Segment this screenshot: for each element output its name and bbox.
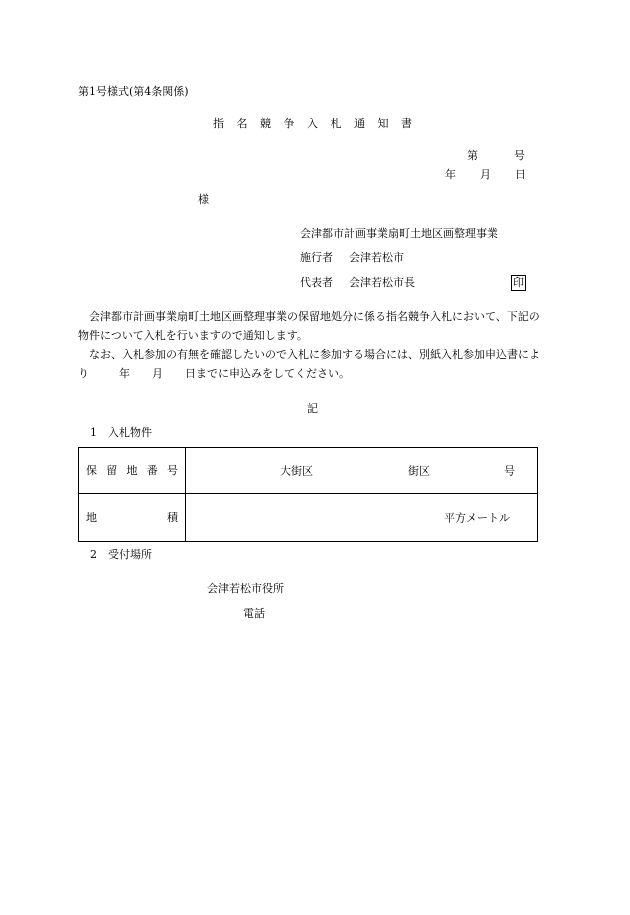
record-heading: 記 (307, 402, 318, 415)
label-char: 号 (167, 464, 178, 477)
title-char: 名 (236, 117, 248, 130)
section-1-heading: 1 入札物件 (90, 426, 152, 439)
body-paragraph-2 (78, 345, 548, 383)
property-table (78, 447, 538, 542)
area-label (79, 494, 186, 542)
title-char: 指 (213, 117, 224, 130)
project-name: 会津都市計画事業扇町土地区画整理事業 (300, 227, 498, 240)
representative-label: 代表者 (300, 276, 333, 289)
seal-mark: 印 (513, 276, 524, 289)
body-paragraph-1: 会津都市計画事業扇町土地区画整理事業の保留地処分に係る指名競争入札において、下記の物件について入札を行いますので通知します。 (78, 310, 540, 342)
date-month: 月 (480, 168, 491, 181)
reserved-land-number-label (79, 448, 186, 494)
label-char: 留 (106, 464, 118, 477)
title-char: 書 (401, 117, 412, 130)
table-row (79, 494, 538, 542)
body-paragraph-2-year: 年 (119, 367, 130, 380)
title-char: 争 (283, 117, 295, 130)
title-char: 入 (307, 117, 318, 130)
date-year: 年 (445, 168, 456, 181)
reception-place: 会津若松市役所 (207, 582, 284, 595)
body-paragraph-2-month: 月 (152, 367, 163, 380)
representative-name: 会津若松市長 (349, 276, 415, 289)
section-2-heading: 2 受付場所 (90, 548, 152, 561)
title-char: 知 (377, 117, 389, 130)
reserved-land-number-value (186, 448, 538, 494)
implementer-name: 会津若松市 (349, 251, 404, 264)
body-paragraph-2-deadline: 日までに申込みをしてください。 (185, 367, 350, 380)
area-value (186, 494, 538, 542)
addressee-suffix: 様 (198, 193, 209, 206)
label-char: 地 (86, 511, 97, 524)
reception-phone-label: 電話 (243, 607, 265, 620)
title-char: 札 (330, 117, 342, 130)
implementer-label: 施行者 (300, 251, 333, 264)
document-number-prefix: 第 (467, 149, 478, 162)
area-unit: 平方メートル (444, 511, 510, 524)
label-char: 番 (146, 464, 158, 477)
title-char: 通 (354, 117, 365, 130)
gaiku-unit: 街区 (408, 464, 430, 477)
label-char: 地 (126, 464, 138, 477)
seal-box (511, 275, 526, 291)
date-day: 日 (515, 168, 526, 181)
document-title (213, 118, 412, 129)
label-char: 保 (86, 464, 97, 477)
table-row (79, 448, 538, 494)
daigaiku-unit: 大街区 (280, 464, 313, 477)
form-number: 第1号様式(第4条関係) (78, 85, 189, 98)
body-paragraph-2-text: なお、入札参加の有無を確認したいので入札に参加する場合には、別紙入札参加申込書により (78, 348, 540, 380)
label-char: 積 (167, 511, 178, 524)
go-unit: 号 (504, 464, 515, 477)
title-char: 競 (260, 117, 271, 130)
document-number-suffix: 号 (514, 149, 525, 162)
